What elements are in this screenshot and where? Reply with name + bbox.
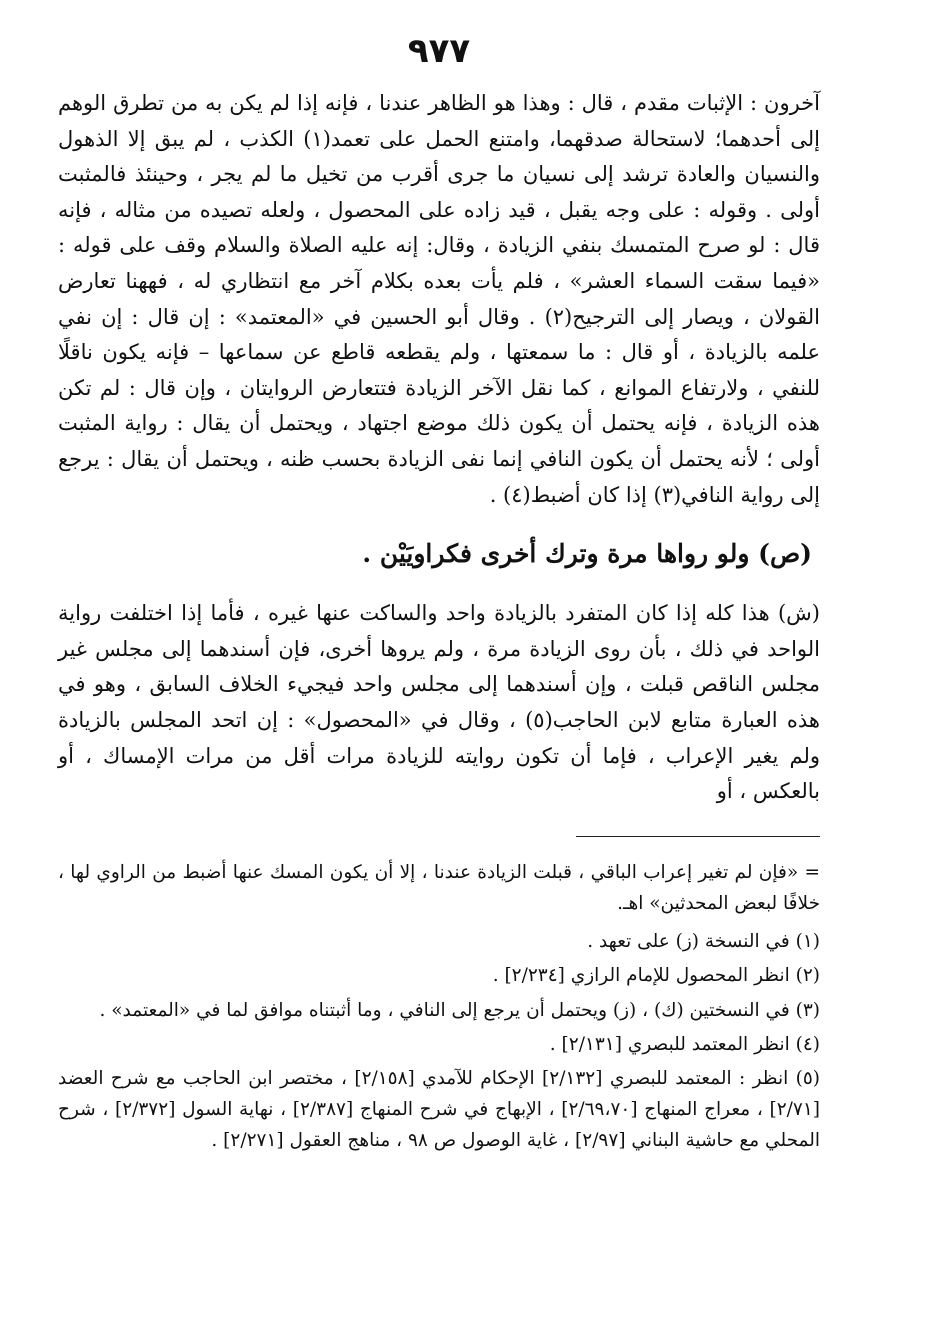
paragraph-commentary: آخرون : الإثبات مقدم ، قال : وهذا هو الظاهر عندنا ، فإنه إذا لم يكن به من تطرق الوهم إلى أحدهما؛ لاستحالة صدقهما، وامتنع الحمل على تعمد(١) الكذب ، لم يبق إلا الذهول والنسيان والعادة ترشد إلى نسيان ما جرى أقرب من تخيل ما لم يجر ، وحينئذ فالمثبت أولى . وقوله : على وجه يقبل ، قيد زاده على المحصول ، ولعله تصيده من مثاله ، فإنه قال : لو صرح المتمسك بنفي الزيادة ، وقال: إنه عليه الصلاة والسلام وقف على قوله : «فيما سقت السماء العشر» ، فلم يأت بعده بكلام آخر مع انتظاري له ، فههنا تعارض القولان ، ويصار إلى الترجيح(٢) . وقال أبو الحسين في «المعتمد» : إن قال : إن نفي علمه بالزيادة ، أو قال : ما سمعتها ، ولم يقطعه قاطع عن سماعها – فإنه يكون ناقلًا للنفي ، ولارتفاع الموانع ، كما نقل الآخر الزيادة فتتعارض الروايتان ، وإن قال : لم تكن هذه الزيادة ، فإنه يحتمل أن يكون ذلك موضع اجتهاد ، ويحتمل أن يقال : رواية المثبت أولى ؛ لأنه يحتمل أن يكون النافي إنما نفى الزيادة بحسب ظنه ، ويحتمل أن يقال : يرجع إلى رواية النافي(٣) إذا كان أضبط(٤) . — [58, 91, 820, 507]
footnote-separator-wrap — [58, 810, 820, 857]
main-text — [58, 86, 820, 513]
main-text-continued — [58, 596, 820, 810]
footnote-2: (٢) انظر المحصول للإمام الرازي [٢/٢٣٤] . — [492, 965, 820, 987]
footnote-3: (٣) في النسختين (ك) ، (ز) ويحتمل أن يرجع إلى النافي ، وما أثبتناه موافق لما في «المعتمد» . — [99, 999, 820, 1021]
footnote-5: (٥) انظر : المعتمد للبصري [٢/١٣٢] الإحكام للآمدي [٢/١٥٨] ، مختصر ابن الحاجب مع شرح العضد [٢/٧١] ، معراج المنهاج [٢/٦٩،٧٠] ، الإبهاج في شرح المنهاج [٢/٣٨٧] ، نهاية السول [٢/٣٧٢] ، شرح المحلي مع حاشية البناني [٢/٩٧] ، غاية الوصول ص ٩٨ ، مناهج العقول [٢/٢٧١] . — [58, 1067, 821, 1152]
text-heading: (ص) ولو رواها مرة وترك أخرى فكراويَيْن . — [362, 539, 812, 569]
footnote-continuation: = «فإن لم تغير إعراب الباقي ، قبلت الزيادة عندنا ، إلا أن يكون المسك عنها أضبط من الراوي لها ، خلافًا لبعض المحدثين» اهـ. — [58, 861, 820, 914]
footnote-4: (٤) انظر المعتمد للبصري [٢/١٣١] . — [549, 1033, 820, 1055]
footnote-separator — [576, 836, 820, 837]
footnotes — [58, 857, 820, 1157]
book-page — [58, 28, 820, 1160]
footnote-1: (١) في النسخة (ز) على تعهد . — [587, 931, 820, 953]
paragraph-explanation: (ش) هذا كله إذا كان المتفرد بالزيادة واحد والساكت عنها غيره ، فأما إذا اختلفت رواية الواحد في ذلك ، بأن روى الزيادة مرة ، ولم يروها أخرى، فإن أسندهما إلى مجلس غير مجلس الناقص قبلت ، وإن أسندهما إلى مجلس واحد فيجيء الخلاف السابق ، وهو في هذه العبارة متابع لابن الحاجب(٥) ، وقال في «المحصول» : إن اتحد المجلس بالزيادة ولم يغير الإعراب ، فإما أن تكون روايته للزيادة مرات أقل من مرات الإمساك ، أو بالعكس ، أو — [58, 601, 820, 804]
page-number: ٩٧٧ — [407, 31, 471, 71]
